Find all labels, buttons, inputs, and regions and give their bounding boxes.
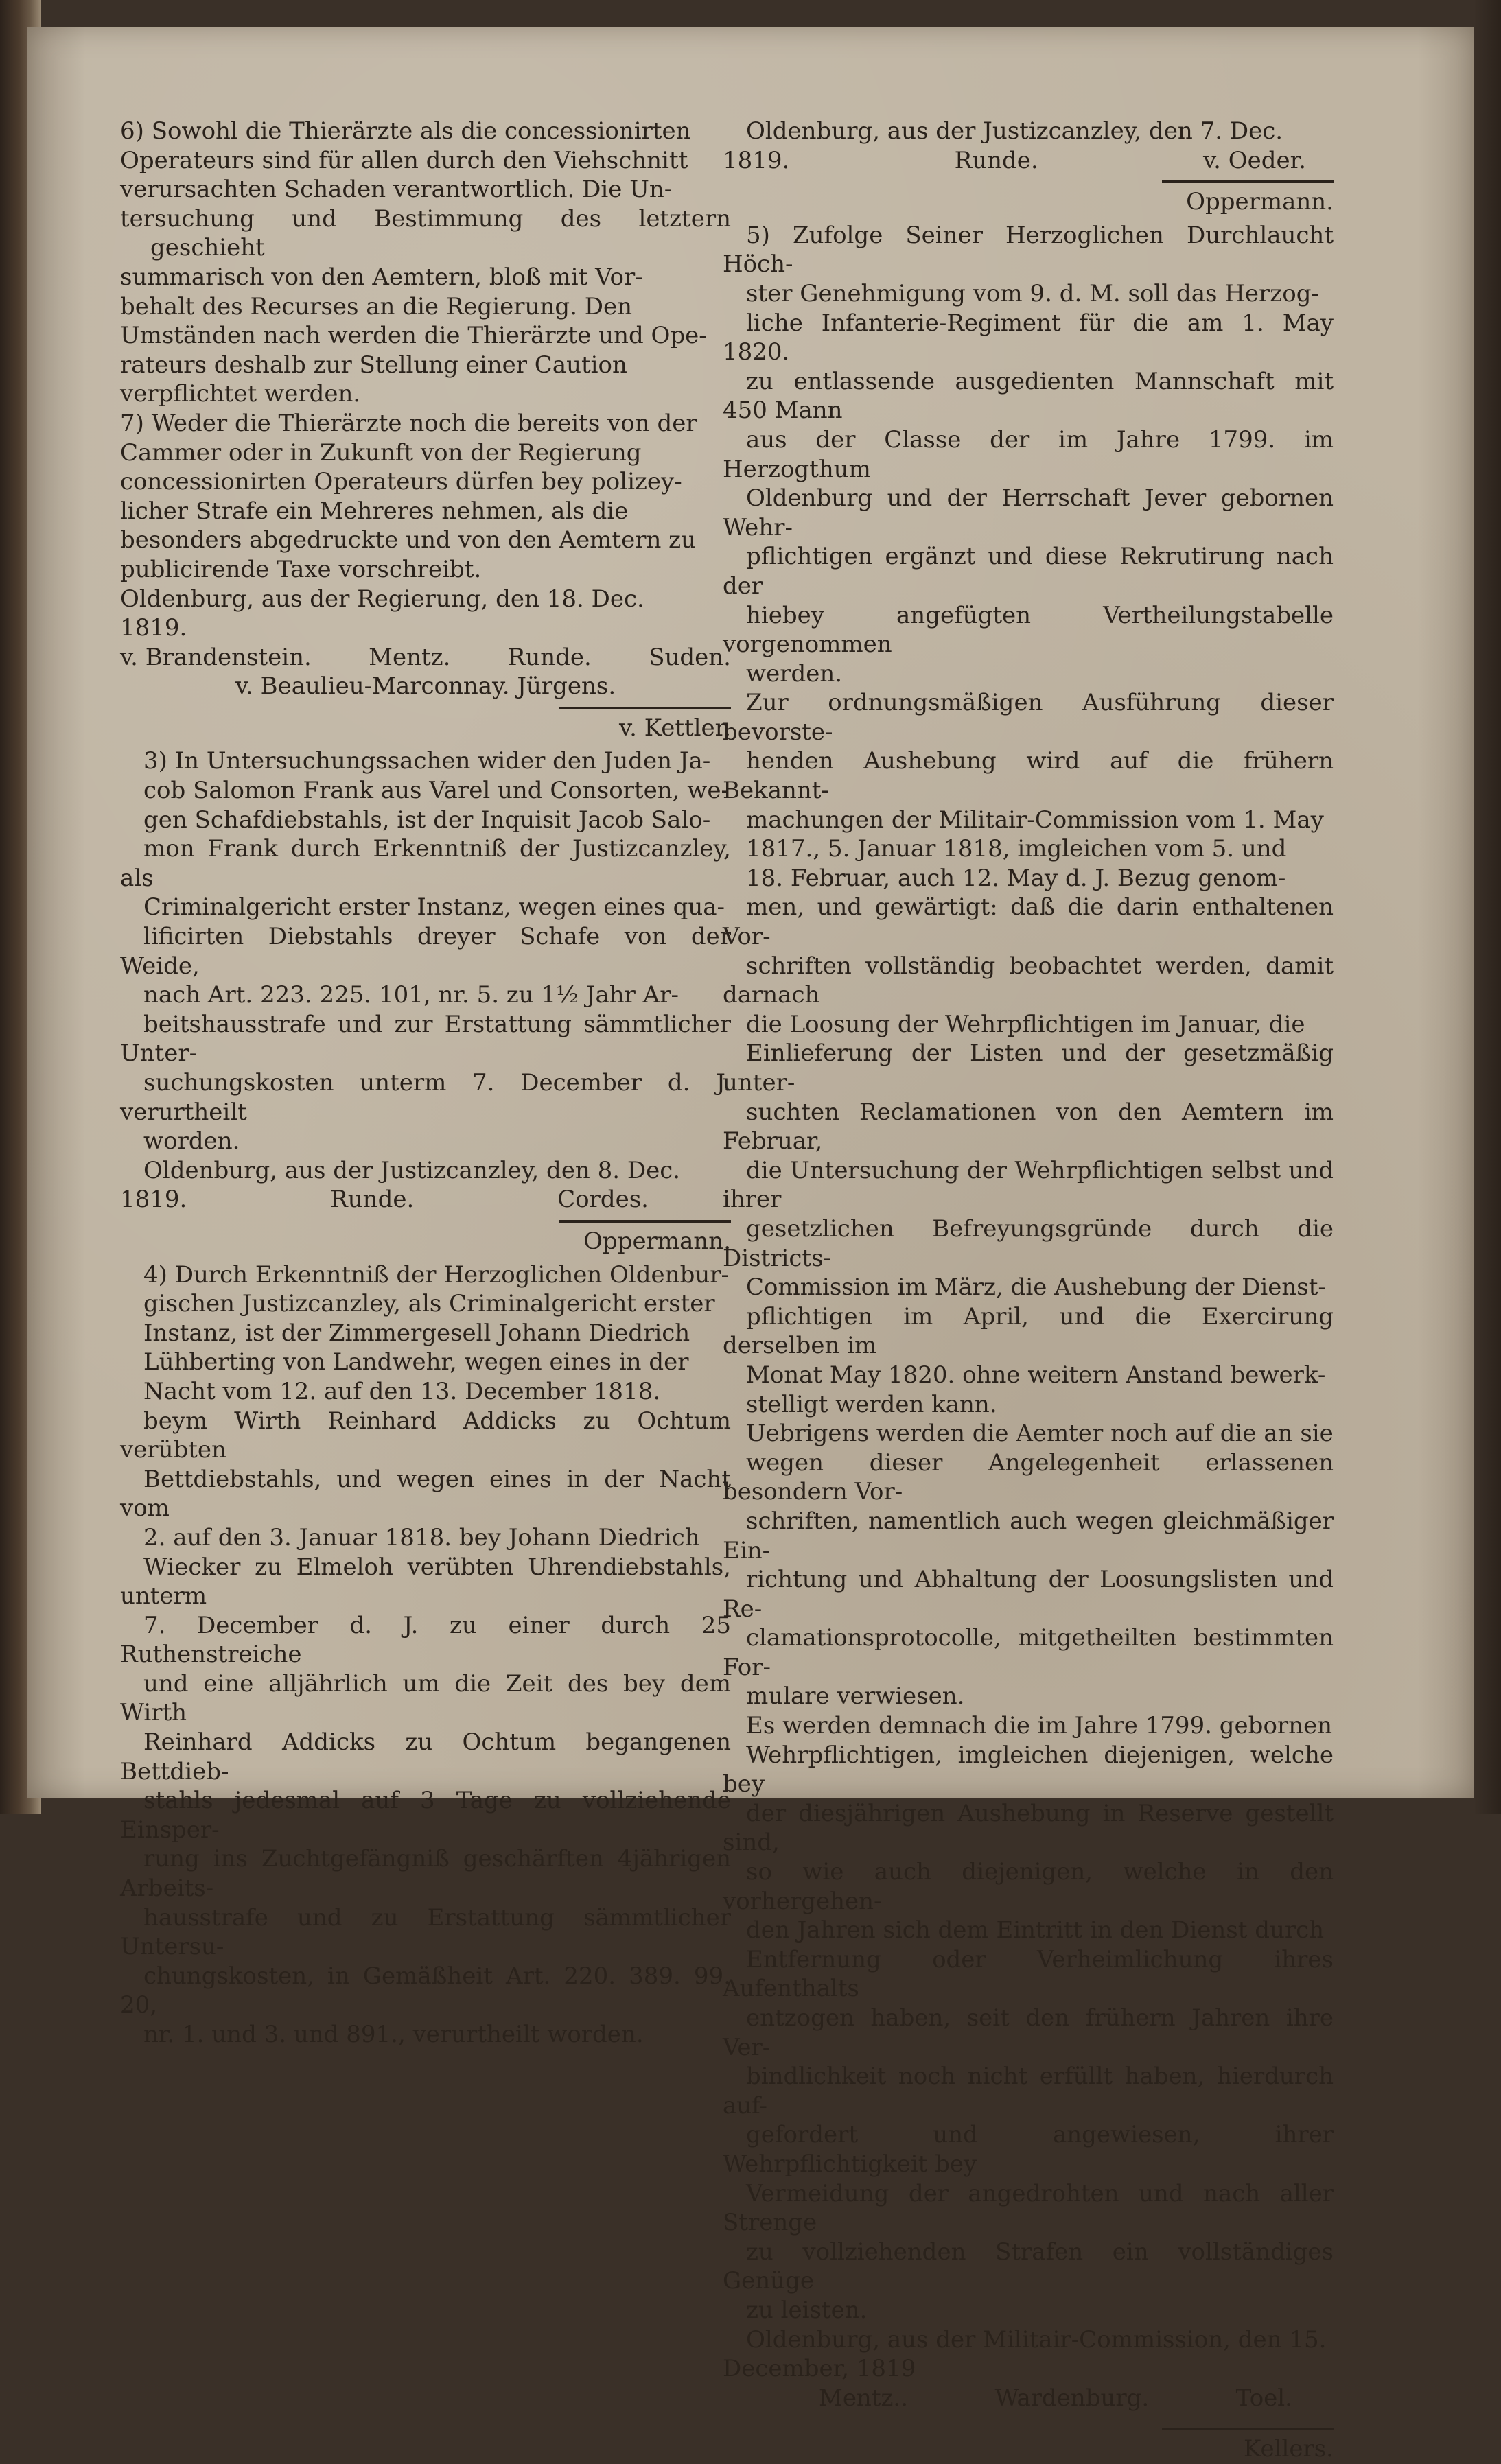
left-column bbox=[120, 117, 731, 2050]
text-line: 7. December d. J. zu einer durch 25 Ruthenstreiche bbox=[120, 1611, 731, 1669]
date-3: December, 1819 bbox=[723, 2355, 916, 2383]
text-line: bindlichkeit noch nicht erfüllt haben, hierdurch auf- bbox=[723, 2063, 1334, 2120]
text-line: chungskosten, in Gemäßheit Art. 220. 389. 99. 20, bbox=[120, 1962, 731, 2019]
paragraph-5c bbox=[723, 1419, 1334, 1711]
paragraph-6 bbox=[120, 117, 731, 409]
text-line: beitshausstrafe und zur Erstattung sämmtlicher Unter- bbox=[120, 1010, 731, 1068]
signature: v. Brandenstein. bbox=[120, 643, 312, 671]
text-line: aus der Classe der im Jahre 1799. im Herzogthum bbox=[723, 425, 1334, 483]
text-line: Nacht vom 12. auf den 13. December 1818. bbox=[143, 1377, 661, 1405]
year-1: 1819. bbox=[120, 614, 187, 642]
signatures-1 bbox=[120, 643, 731, 672]
text-line: 6) Sowohl die Thierärzte als die concessionirten bbox=[120, 117, 691, 145]
paragraph-5 bbox=[723, 221, 1334, 689]
text-line: Commission im März, die Aushebung der Dienst- bbox=[746, 1274, 1326, 1302]
text-line: 5) Zufolge Seiner Herzoglichen Durchlaucht Höch- bbox=[723, 221, 1334, 279]
text-line: tersuchung und Bestimmung des letztern geschieht bbox=[120, 204, 731, 262]
text-line: Wiecker zu Elmeloh verübten Uhrendiebstahls, unterm bbox=[120, 1553, 731, 1610]
text-line: beym Wirth Reinhard Addicks zu Ochtum verübten bbox=[120, 1407, 731, 1464]
text-line: rung ins Zuchtgefängniß geschärften 4jährigen Arbeits- bbox=[120, 1845, 731, 1903]
text-line: verursachten Schaden verantwortlich. Die Un- bbox=[120, 176, 673, 204]
paragraph-4 bbox=[120, 1260, 731, 2050]
text-line: zu vollziehenden Strafen ein vollständiges Genüge bbox=[723, 2238, 1334, 2295]
text-line: 2. auf den 3. Januar 1818. bey Johann Diedrich bbox=[143, 1523, 700, 1551]
signature-final-3: Kellers. bbox=[1244, 2435, 1334, 2463]
text-line: nr. 1. und 3. und 891., verurtheilt worden. bbox=[143, 2021, 644, 2048]
text-line: pflichtigen im April, und die Exercirung derselben im bbox=[723, 1302, 1334, 1360]
text-line: 4) Durch Erkenntniß der Herzoglichen Oldenbur- bbox=[143, 1260, 729, 1289]
place-date-0: Oldenburg, aus der Justizcanzley, den 7. Dec. bbox=[746, 117, 1283, 145]
text-line: Instanz, ist der Zimmergesell Johann Diedrich bbox=[143, 1319, 690, 1347]
text-line: Criminalgericht erster Instanz, wegen eines qua- bbox=[143, 893, 725, 922]
text-line: entzogen haben, seit den frühern Jahren ihre Ver- bbox=[723, 2004, 1334, 2061]
text-line: licher Strafe ein Mehreres nehmen, als die bbox=[120, 497, 629, 525]
signatures-2 bbox=[120, 1185, 731, 1215]
paragraph-7 bbox=[120, 409, 731, 585]
text-line: Reinhard Addicks zu Ochtum begangenen Bettdieb- bbox=[120, 1728, 731, 1785]
signature-final-2: Oppermann. bbox=[583, 1227, 731, 1255]
text-line: liche Infanterie-Regiment für die am 1. May 1820. bbox=[723, 309, 1334, 366]
text-line: stahls jedesmal auf 3 Tage zu vollziehende Einsper- bbox=[120, 1787, 731, 1844]
place-date-1: Oldenburg, aus der Regierung, den 18. Dec. bbox=[120, 585, 644, 613]
text-line: behalt des Recurses an die Regierung. Den bbox=[120, 292, 633, 320]
text-line: verpflichtet werden. bbox=[120, 380, 361, 408]
signature: Cordes. bbox=[557, 1186, 649, 1214]
text-line: Bettdiebstahls, und wegen eines in der Nacht vom bbox=[120, 1465, 731, 1523]
text-line: machungen der Militair-Commission vom 1. May bbox=[746, 806, 1324, 834]
text-line: men, und gewärtigt: daß die darin enthaltenen Vor- bbox=[723, 893, 1334, 951]
separator-rule bbox=[1162, 2428, 1334, 2430]
text-line: den Jahren sich dem Eintritt in den Dienst durch bbox=[746, 1916, 1325, 1945]
text-line: wegen dieser Angelegenheit erlassenen besondern Vor- bbox=[723, 1448, 1334, 1506]
text-line: besonders abgedruckte und von den Aemtern zu bbox=[120, 526, 696, 554]
signature-final-0: Oppermann. bbox=[1186, 188, 1334, 216]
paragraph-5d bbox=[723, 1711, 1334, 2325]
place-date-3: Oldenburg, aus der Militair-Commission, den 15. bbox=[746, 2325, 1327, 2354]
text-line: Operateurs sind für allen durch den Viehschnitt bbox=[120, 146, 688, 174]
text-line: suchten Reclamationen von den Aemtern im Februar, bbox=[723, 1098, 1334, 1155]
text-line: 1817., 5. Januar 1818, imgleichen vom 5. und bbox=[746, 835, 1287, 863]
text-line: die Untersuchung der Wehrpflichtigen selbst und ihrer bbox=[723, 1156, 1334, 1214]
signatures-1b: v. Beaulieu-Marconnay. Jürgens. bbox=[235, 672, 616, 701]
text-line: zu entlassende ausgedienten Mannschaft mit 450 Mann bbox=[723, 367, 1334, 425]
signature-final-1: v. Kettler. bbox=[618, 714, 731, 742]
text-line: gesetzlichen Befreyungsgründe durch die Districts- bbox=[723, 1215, 1334, 1272]
text-line: mon Frank durch Erkenntniß der Justizcanzley, als bbox=[120, 835, 731, 892]
text-line: rateurs deshalb zur Stellung einer Caution bbox=[120, 351, 627, 379]
signature: Runde. bbox=[330, 1186, 415, 1214]
text-line: hiebey angefügten Vertheilungstabelle vorgenommen bbox=[723, 601, 1334, 659]
text-line: clamationsprotocolle, mitgetheilten bestimmten For- bbox=[723, 1624, 1334, 1681]
text-line: Uebrigens werden die Aemter noch auf die an sie bbox=[746, 1420, 1334, 1448]
text-line: der diesjährigen Aushebung in Reserve gestellt sind, bbox=[723, 1799, 1334, 1857]
text-line: richtung und Abhaltung der Loosungslisten und Re- bbox=[723, 1566, 1334, 1623]
signature: Mentz.. bbox=[819, 2384, 909, 2412]
page-edge bbox=[1474, 0, 1501, 1814]
text-line: nach Art. 223. 225. 101, nr. 5. zu 1½ Jahr Ar- bbox=[143, 981, 679, 1009]
separator-rule bbox=[559, 707, 731, 709]
text-line: cob Salomon Frank aus Varel und Consorten, we- bbox=[143, 777, 729, 805]
right-column bbox=[723, 117, 1334, 2464]
separator-rule bbox=[559, 1220, 731, 1223]
text-line: Wehrpflichtigen, imgleichen diejenigen, welche bey bbox=[723, 1741, 1334, 1798]
text-line: ster Genehmigung vom 9. d. M. soll das Herzog- bbox=[746, 279, 1319, 307]
text-line: summarisch von den Aemtern, bloß mit Vor- bbox=[120, 263, 643, 291]
text-line: Monat May 1820. ohne weitern Anstand bewerk- bbox=[746, 1361, 1326, 1389]
text-line: 18. Februar, auch 12. May d. J. Bezug genom- bbox=[746, 864, 1286, 892]
signatures-0 bbox=[723, 146, 1334, 176]
text-line: Lühberting von Landwehr, wegen eines in der bbox=[143, 1348, 689, 1376]
text-line: 3) In Untersuchungssachen wider den Juden Ja- bbox=[143, 747, 711, 775]
text-line: pflichtigen ergänzt und diese Rekrutirung nach der bbox=[723, 543, 1334, 600]
signatures-3 bbox=[723, 2384, 1334, 2413]
text-line: Es werden demnach die im Jahre 1799. gebornen bbox=[746, 1712, 1333, 1740]
signature: Mentz. bbox=[369, 643, 451, 671]
text-line: Zur ordnungsmäßigen Ausführung dieser bevorste- bbox=[723, 689, 1334, 746]
text-line: gefordert und angewiesen, ihrer Wehrpflichtigkeit bey bbox=[723, 2121, 1334, 2178]
signature: Suden. bbox=[649, 643, 731, 671]
signature: Runde. bbox=[507, 643, 592, 671]
text-line: zu leisten. bbox=[746, 2296, 868, 2324]
text-line: 7) Weder die Thierärzte noch die bereits von der bbox=[120, 409, 697, 437]
separator-rule bbox=[1162, 180, 1334, 183]
paragraph-3 bbox=[120, 747, 731, 1155]
signature: Toel. bbox=[1235, 2384, 1292, 2412]
text-line: Entfernung oder Verheimlichung ihres Aufenthalts bbox=[723, 1945, 1334, 2003]
text-line: schriften vollständig beobachtet werden, damit darnach bbox=[723, 952, 1334, 1009]
text-line: gischen Justizcanzley, als Criminalgericht erster bbox=[143, 1290, 715, 1318]
text-line: Vermeidung der angedrohten und nach aller Strenge bbox=[723, 2179, 1334, 2237]
text-line: gen Schafdiebstahls, ist der Inquisit Jacob Salo- bbox=[143, 806, 711, 834]
text-line: Einlieferung der Listen und der gesetzmäßig unter- bbox=[723, 1040, 1334, 1096]
place-date-2: Oldenburg, aus der Justizcanzley, den 8. Dec. bbox=[143, 1156, 681, 1184]
text-line: hausstrafe und zu Erstattung sämmtlicher Untersu- bbox=[120, 1903, 731, 1961]
text-line: Oldenburg und der Herrschaft Jever gebornen Wehr- bbox=[723, 484, 1334, 541]
text-line: lificirten Diebstahls dreyer Schafe von der Weide, bbox=[120, 923, 731, 980]
paragraph-5b bbox=[723, 688, 1334, 1419]
text-line: publicirende Taxe vorschreibt. bbox=[120, 555, 482, 583]
text-line: Umständen nach werden die Thierärzte und Ope- bbox=[120, 322, 707, 350]
text-line: schriften, namentlich auch wegen gleichmäßiger Ein- bbox=[723, 1507, 1334, 1564]
text-line: Cammer oder in Zukunft von der Regierung bbox=[120, 438, 642, 467]
text-line: und eine alljährlich um die Zeit des bey dem Wirth bbox=[120, 1669, 731, 1727]
signature: v. Oeder. bbox=[1203, 146, 1306, 174]
text-line: stelligt werden kann. bbox=[746, 1390, 997, 1418]
year: 1819. bbox=[723, 146, 790, 174]
text-line: suchungskosten unterm 7. December d. J. verurtheilt bbox=[120, 1069, 731, 1126]
text-line: worden. bbox=[143, 1127, 240, 1155]
text-line: henden Aushebung wird auf die frühern Bekannt- bbox=[723, 747, 1334, 805]
text-line: so wie auch diejenigen, welche in den vorhergehen- bbox=[723, 1858, 1334, 1915]
year: 1819. bbox=[120, 1186, 187, 1214]
signature: Runde. bbox=[954, 146, 1038, 174]
text-line: die Loosung der Wehrpflichtigen im Januar, die bbox=[746, 1010, 1305, 1038]
text-line: concessionirten Operateurs dürfen bey polizey- bbox=[120, 468, 682, 496]
text-line: werden. bbox=[746, 659, 843, 688]
text-line: mulare verwiesen. bbox=[746, 1682, 965, 1711]
signature: Wardenburg. bbox=[994, 2384, 1150, 2412]
